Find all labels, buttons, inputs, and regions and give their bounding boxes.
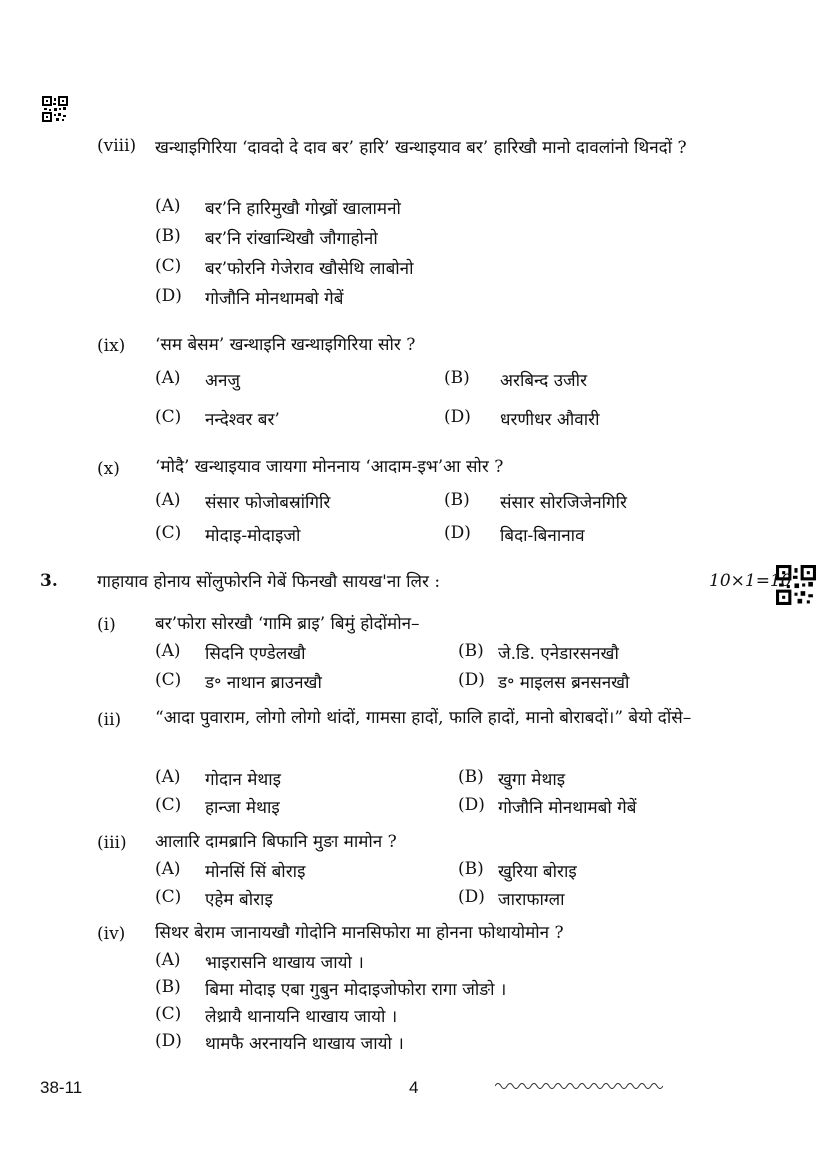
option-text: एहेम बोराइ xyxy=(205,890,273,910)
option-label: (C) xyxy=(155,795,182,815)
option-label: (D) xyxy=(155,1031,182,1051)
option-label: (D) xyxy=(458,795,485,815)
option-label: (A) xyxy=(155,767,181,787)
question-number: (iv) xyxy=(97,924,126,944)
option-label: (A) xyxy=(155,368,181,388)
option-label: (B) xyxy=(458,767,484,787)
option-text: मोनसिं सिं बोराइ xyxy=(205,862,306,882)
option-text: अनजु xyxy=(205,371,241,391)
option-text: खुगा मेथाइ xyxy=(498,770,566,790)
option-label: (B) xyxy=(458,859,484,879)
question-text: आलारि दामब्रानि बिफानि मुङा मामोन ? xyxy=(155,832,397,852)
option-label: (D) xyxy=(458,887,485,907)
option-text: थामफै अरनायनि थाखाय जायो । xyxy=(205,1034,404,1054)
option-text: संसार फोजोबस्रांगिरि xyxy=(205,493,331,513)
option-text: बर’नि रांखान्थिखौ जौगाहोनो xyxy=(205,229,378,249)
option-label: (A) xyxy=(155,859,181,879)
page-number: 4 xyxy=(409,1078,419,1097)
option-text: जे.डि. एनेडारसनखौ xyxy=(498,644,619,664)
option-label: (D) xyxy=(444,407,471,427)
option-text: बिमा मोदाइ एबा गुबुन मोदाइजोफोरा रागा जोङो । xyxy=(205,980,507,1000)
question-number: (i) xyxy=(97,615,116,635)
option-text: भाइरासनि थाखाय जायो । xyxy=(205,953,364,973)
option-label: (C) xyxy=(155,887,182,907)
paper-code: 38-11 xyxy=(40,1078,83,1097)
question-text: खन्थाइगिरिया ‘दावदो दे दाव बर’ हारि’ खन्थाइयाव बर’ हारिखौ मानो दावलांनो थिनदों ? xyxy=(155,138,687,158)
question-number: (x) xyxy=(97,459,120,479)
option-label: (C) xyxy=(155,1004,182,1024)
option-label: (B) xyxy=(155,977,181,997)
option-text: खुरिया बोराइ xyxy=(498,862,577,882)
option-label: (B) xyxy=(444,368,470,388)
option-label: (A) xyxy=(155,641,181,661)
option-text: बर’नि हारिमुखौ गोख्रों खालामनो xyxy=(205,199,401,219)
question-text: ‘मोदै’ खन्थाइयाव जायगा मोननाय ‘आदाम-इभ’आ सोर ? xyxy=(155,457,504,477)
option-text: संसार सोरजिजेनगिरि xyxy=(500,493,627,513)
question-text: सिथर बेराम जानायखौ गोदोनि मानसिफोरा मा होनना फोथायोमोन ? xyxy=(155,923,564,943)
section-marks: 10×1=10 xyxy=(709,571,792,591)
option-label: (C) xyxy=(155,407,182,427)
option-label: (D) xyxy=(444,523,471,543)
option-text: गोजौनि मोनथामबो गेबें xyxy=(498,798,637,818)
option-text: गोदान मेथाइ xyxy=(205,770,282,790)
question-text: ‘सम बेसम’ खन्थाइनि खन्थाइगिरिया सोर ? xyxy=(155,335,416,355)
option-label: (B) xyxy=(155,226,181,246)
option-label: (A) xyxy=(155,196,181,216)
qr-code-icon xyxy=(42,96,68,122)
option-label: (B) xyxy=(458,641,484,661)
option-label: (C) xyxy=(155,523,182,543)
option-text: ड॰ नाथान ब्राउनखौ xyxy=(205,673,322,693)
question-number: (viii) xyxy=(97,136,137,156)
option-text: नन्देश्वर बर’ xyxy=(205,410,280,430)
option-text: बर’फोरनि गेजेराव खौसेथि लाबोनो xyxy=(205,259,414,279)
option-text: धरणीधर औवारी xyxy=(500,410,600,430)
option-label: (D) xyxy=(458,670,485,690)
question-number: (ii) xyxy=(97,710,122,730)
option-text: सिदनि एण्डेलखौ xyxy=(205,644,306,664)
option-text: मोदाइ-मोदाइजो xyxy=(205,526,301,546)
option-text: अरबिन्द उजीर xyxy=(500,371,588,391)
question-text: बर’फोरा सोरखौ ‘गामि ब्राइ’ बिमुं होदोंमोन– xyxy=(155,614,420,634)
option-label: (A) xyxy=(155,490,181,510)
option-label: (A) xyxy=(155,950,181,970)
section-instruction: गाहायाव होनाय सोंलुफोरनि गेबें फिनखौ सायख'ना लिर : xyxy=(97,572,441,592)
option-label: (C) xyxy=(155,256,182,276)
option-label: (B) xyxy=(444,490,470,510)
option-label: (C) xyxy=(155,670,182,690)
wavy-line-decoration xyxy=(495,1080,663,1092)
option-text: गोजौनि मोनथामबो गेबें xyxy=(205,289,344,309)
option-text: ड॰ माइलस ब्रनसनखौ xyxy=(498,673,630,693)
question-number: (ix) xyxy=(97,336,126,356)
option-text: बिदा-बिनानाव xyxy=(500,526,585,546)
option-text: हान्जा मेथाइ xyxy=(205,798,280,818)
option-text: लेथ्रायै थानायनि थाखाय जायो । xyxy=(205,1007,398,1027)
option-label: (D) xyxy=(155,286,182,306)
section-number: 3. xyxy=(40,571,58,591)
option-text: जाराफाग्ला xyxy=(498,890,565,910)
question-text: “आदा पुवाराम, लोगो लोगो थांदों, गामसा हादों, फालि हादों, मानो बोराबदों।” बेयो दोंसे– xyxy=(155,708,692,728)
question-number: (iii) xyxy=(97,833,127,853)
